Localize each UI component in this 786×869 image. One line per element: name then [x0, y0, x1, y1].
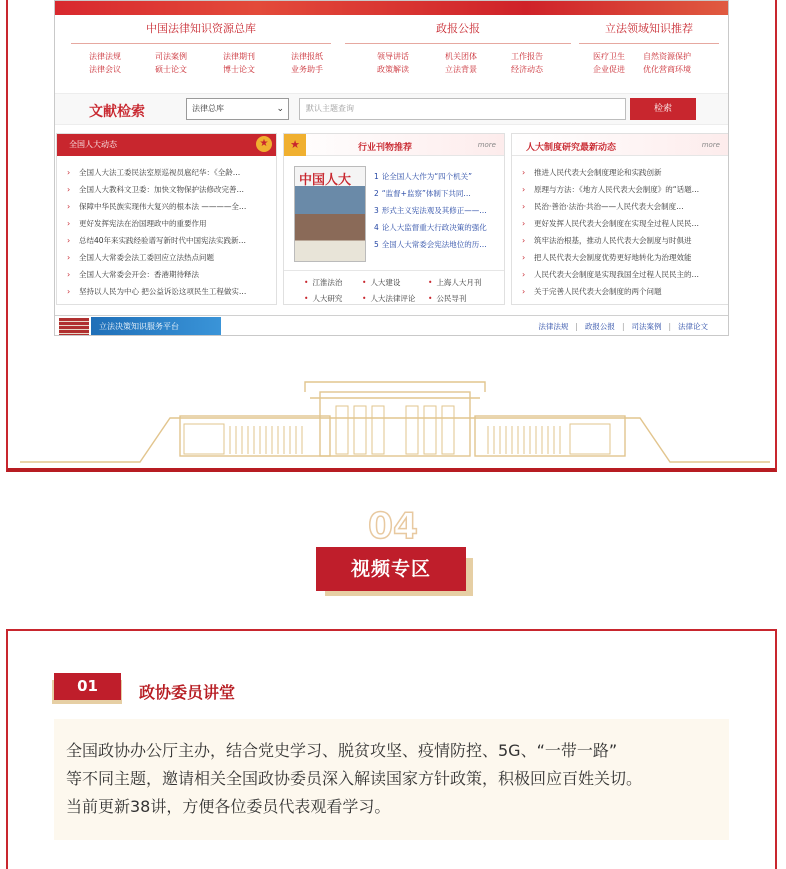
category-link[interactable]: 领导讲话 — [377, 52, 409, 61]
lecture-title[interactable]: 政协委员讲堂 — [139, 683, 236, 702]
magazine-tag[interactable]: • 人大建设 — [362, 277, 400, 288]
category-link[interactable]: 自然资源保护 — [643, 52, 691, 61]
panel-title: 全国人大动态 — [69, 140, 117, 149]
list-item[interactable]: › 坚持以人民为中心 把公益诉讼这项民生工程做实… — [67, 283, 270, 300]
library-select-value: 法律总库 — [192, 104, 224, 113]
category-title: 中国法律知识资源总库 — [71, 19, 331, 39]
bullet-icon: › — [522, 219, 526, 228]
category-group-gazette — [345, 19, 571, 74]
lecture-description-line: 当前更新38讲，方便各位委员代表观看学习。 — [66, 797, 391, 816]
list-item[interactable]: 1 论全国人大作为“四个机关” — [374, 172, 473, 181]
category-link[interactable]: 企业促进 — [593, 65, 625, 74]
list-item[interactable]: › 全国人大常委会法工委回应立法热点问题 — [67, 249, 270, 266]
search-bar — [55, 93, 728, 125]
list-item[interactable]: 3 形式主义宪法观及其修正——… — [374, 206, 487, 215]
category-link[interactable]: 业务助手 — [291, 65, 323, 74]
panel-header — [512, 134, 728, 156]
bullet-icon: › — [522, 202, 526, 211]
panel-header — [57, 134, 276, 156]
building-outline-icon — [20, 378, 770, 464]
bullet-icon: › — [522, 287, 526, 296]
footer-link[interactable]: 法律法规 — [538, 322, 569, 331]
category-link[interactable]: 机关团体 — [445, 52, 477, 61]
list-item[interactable]: › 原理与方法：《地方人民代表大会制度》的“话题… — [522, 181, 722, 198]
bullet-icon: › — [522, 236, 526, 245]
research-news-panel — [511, 133, 729, 305]
lecture-description-line: 全国政协办公厅主办，结合党史学习、脱贫攻坚、疫情防控、5G、“一带一路” — [66, 741, 618, 760]
category-link[interactable]: 优化营商环境 — [643, 65, 691, 74]
bullet-icon: › — [67, 219, 71, 228]
category-link[interactable]: 硕士论文 — [155, 65, 187, 74]
emblem-icon: ★ — [284, 134, 306, 156]
magazine-tag[interactable]: • 人大研究 — [304, 293, 342, 304]
footer-link[interactable]: 司法案例 — [631, 322, 662, 331]
list-item[interactable]: 4 论人大监督重大行政决策的强化 — [374, 223, 487, 232]
lecture-description-box — [54, 719, 729, 840]
bullet-icon: › — [67, 202, 71, 211]
footer-link[interactable]: 政报公报 — [584, 322, 615, 331]
magazine-panel — [283, 133, 505, 305]
legal-knowledge-portal — [54, 0, 729, 336]
category-link[interactable]: 法律会议 — [89, 65, 121, 74]
lecture-number: 01 — [54, 673, 121, 700]
bullet-icon: › — [67, 168, 71, 177]
category-link[interactable]: 法律期刊 — [223, 52, 255, 61]
magazine-article-list — [374, 168, 502, 253]
magazine-cover[interactable] — [294, 166, 366, 262]
footer-link[interactable]: 法律论文 — [678, 322, 708, 331]
bullet-icon: › — [67, 253, 71, 262]
list-item[interactable]: 5 全国人大常委会宪法地位的历… — [374, 240, 487, 249]
category-row — [55, 19, 728, 83]
panel-header — [284, 134, 504, 156]
news-list — [57, 156, 276, 300]
category-link[interactable]: 司法案例 — [155, 52, 187, 61]
category-link[interactable]: 医疗卫生 — [593, 52, 625, 61]
category-link[interactable]: 法律法规 — [89, 52, 121, 61]
category-link[interactable]: 博士论文 — [223, 65, 255, 74]
list-item[interactable]: › 总结40年来实践经验谱写新时代中国宪法实践新… — [67, 232, 270, 249]
portal-banner — [55, 1, 728, 15]
list-item[interactable]: › 把人民代表大会制度优势更好地转化为治理效能 — [522, 249, 722, 266]
search-input[interactable]: 默认主题查询 — [299, 98, 626, 120]
list-item[interactable]: 2 “监督+监察”体制下共同… — [374, 189, 471, 198]
category-link[interactable]: 经济动态 — [511, 65, 543, 74]
platform-tab[interactable]: 立法决策知识服务平台 — [91, 317, 221, 336]
panel-title: 行业刊物推荐 — [358, 143, 413, 153]
chevron-down-icon: ⌄ — [276, 104, 284, 114]
list-item[interactable]: › 关于完善人民代表大会制度的两个问题 — [522, 283, 722, 300]
list-item[interactable]: › 民治·善治·法治·共治——人民代表大会制度… — [522, 198, 722, 215]
list-item[interactable]: › 筑牢法治根基，推动人民代表大会制度与时俱进 — [522, 232, 722, 249]
category-title: 政报公报 — [345, 19, 571, 39]
list-item[interactable]: › 全国人大法工委民法室原巡视员扈纪华：《全龄… — [67, 164, 270, 181]
list-item[interactable]: › 全国人大常委会开会：香港期待释法 — [67, 266, 270, 283]
magazine-tag[interactable]: • 江淮法治 — [304, 277, 342, 288]
list-item[interactable]: › 更好发挥人民代表大会制度在实现全过程人民民… — [522, 215, 722, 232]
list-item[interactable]: › 更好发挥宪法在治国理政中的重要作用 — [67, 215, 270, 232]
more-link[interactable]: more — [701, 141, 720, 149]
bullet-icon: › — [522, 253, 526, 262]
magazine-tag[interactable]: • 公民导刊 — [428, 293, 466, 304]
bullet-icon: › — [67, 185, 71, 194]
category-title: 立法领域知识推荐 — [579, 19, 719, 39]
bullet-icon: › — [67, 287, 71, 296]
emblem-icon: ★ — [256, 136, 272, 152]
news-list — [512, 156, 728, 300]
bullet-icon: › — [67, 236, 71, 245]
more-link[interactable]: more — [477, 141, 496, 149]
npc-news-panel — [56, 133, 277, 305]
lecture-description-line: 等不同主题，邀请相关全国政协委员深入解读国家方针政策，积极回应百姓关切。 — [66, 769, 643, 788]
magazine-tag[interactable]: • 上海人大月刊 — [428, 277, 481, 288]
bullet-icon: › — [522, 168, 526, 177]
list-item[interactable]: › 保障中华民族实现伟大复兴的根本法 ————全… — [67, 198, 270, 215]
list-item[interactable]: › 推进人民代表大会制度理论和实践创新 — [522, 164, 722, 181]
category-link[interactable]: 立法背景 — [445, 65, 477, 74]
category-group-legal — [71, 19, 331, 74]
search-button[interactable]: 检索 — [630, 98, 696, 120]
section-title: 视频专区 — [316, 547, 466, 591]
magazine-logo: 中国人大 — [299, 173, 352, 188]
category-link[interactable]: 政策解读 — [377, 65, 409, 74]
portal-footer — [55, 315, 728, 336]
list-item[interactable]: › 全国人大教科文卫委：加快文物保护法修改完善… — [67, 181, 270, 198]
search-title: 文献检索 — [89, 104, 145, 120]
magazine-tags — [284, 270, 504, 303]
category-link[interactable]: 法律报纸 — [291, 52, 323, 61]
books-icon — [59, 318, 89, 336]
bullet-icon: › — [522, 185, 526, 194]
category-group-recommend — [579, 19, 719, 74]
magazine-tag[interactable]: • 人大法律评论 — [362, 293, 415, 304]
section-number: 04 — [367, 506, 419, 547]
list-item[interactable]: › 人民代表大会制度是实现我国全过程人民民主的… — [522, 266, 722, 283]
bullet-icon: › — [67, 270, 71, 279]
library-select[interactable] — [186, 98, 289, 120]
footer-links: 法律法规 | 政报公报 | 司法案例 | 法律论文 — [538, 322, 708, 331]
bullet-icon: › — [522, 270, 526, 279]
panel-title: 人大制度研究最新动态 — [526, 143, 617, 153]
category-link[interactable]: 工作报告 — [511, 52, 543, 61]
